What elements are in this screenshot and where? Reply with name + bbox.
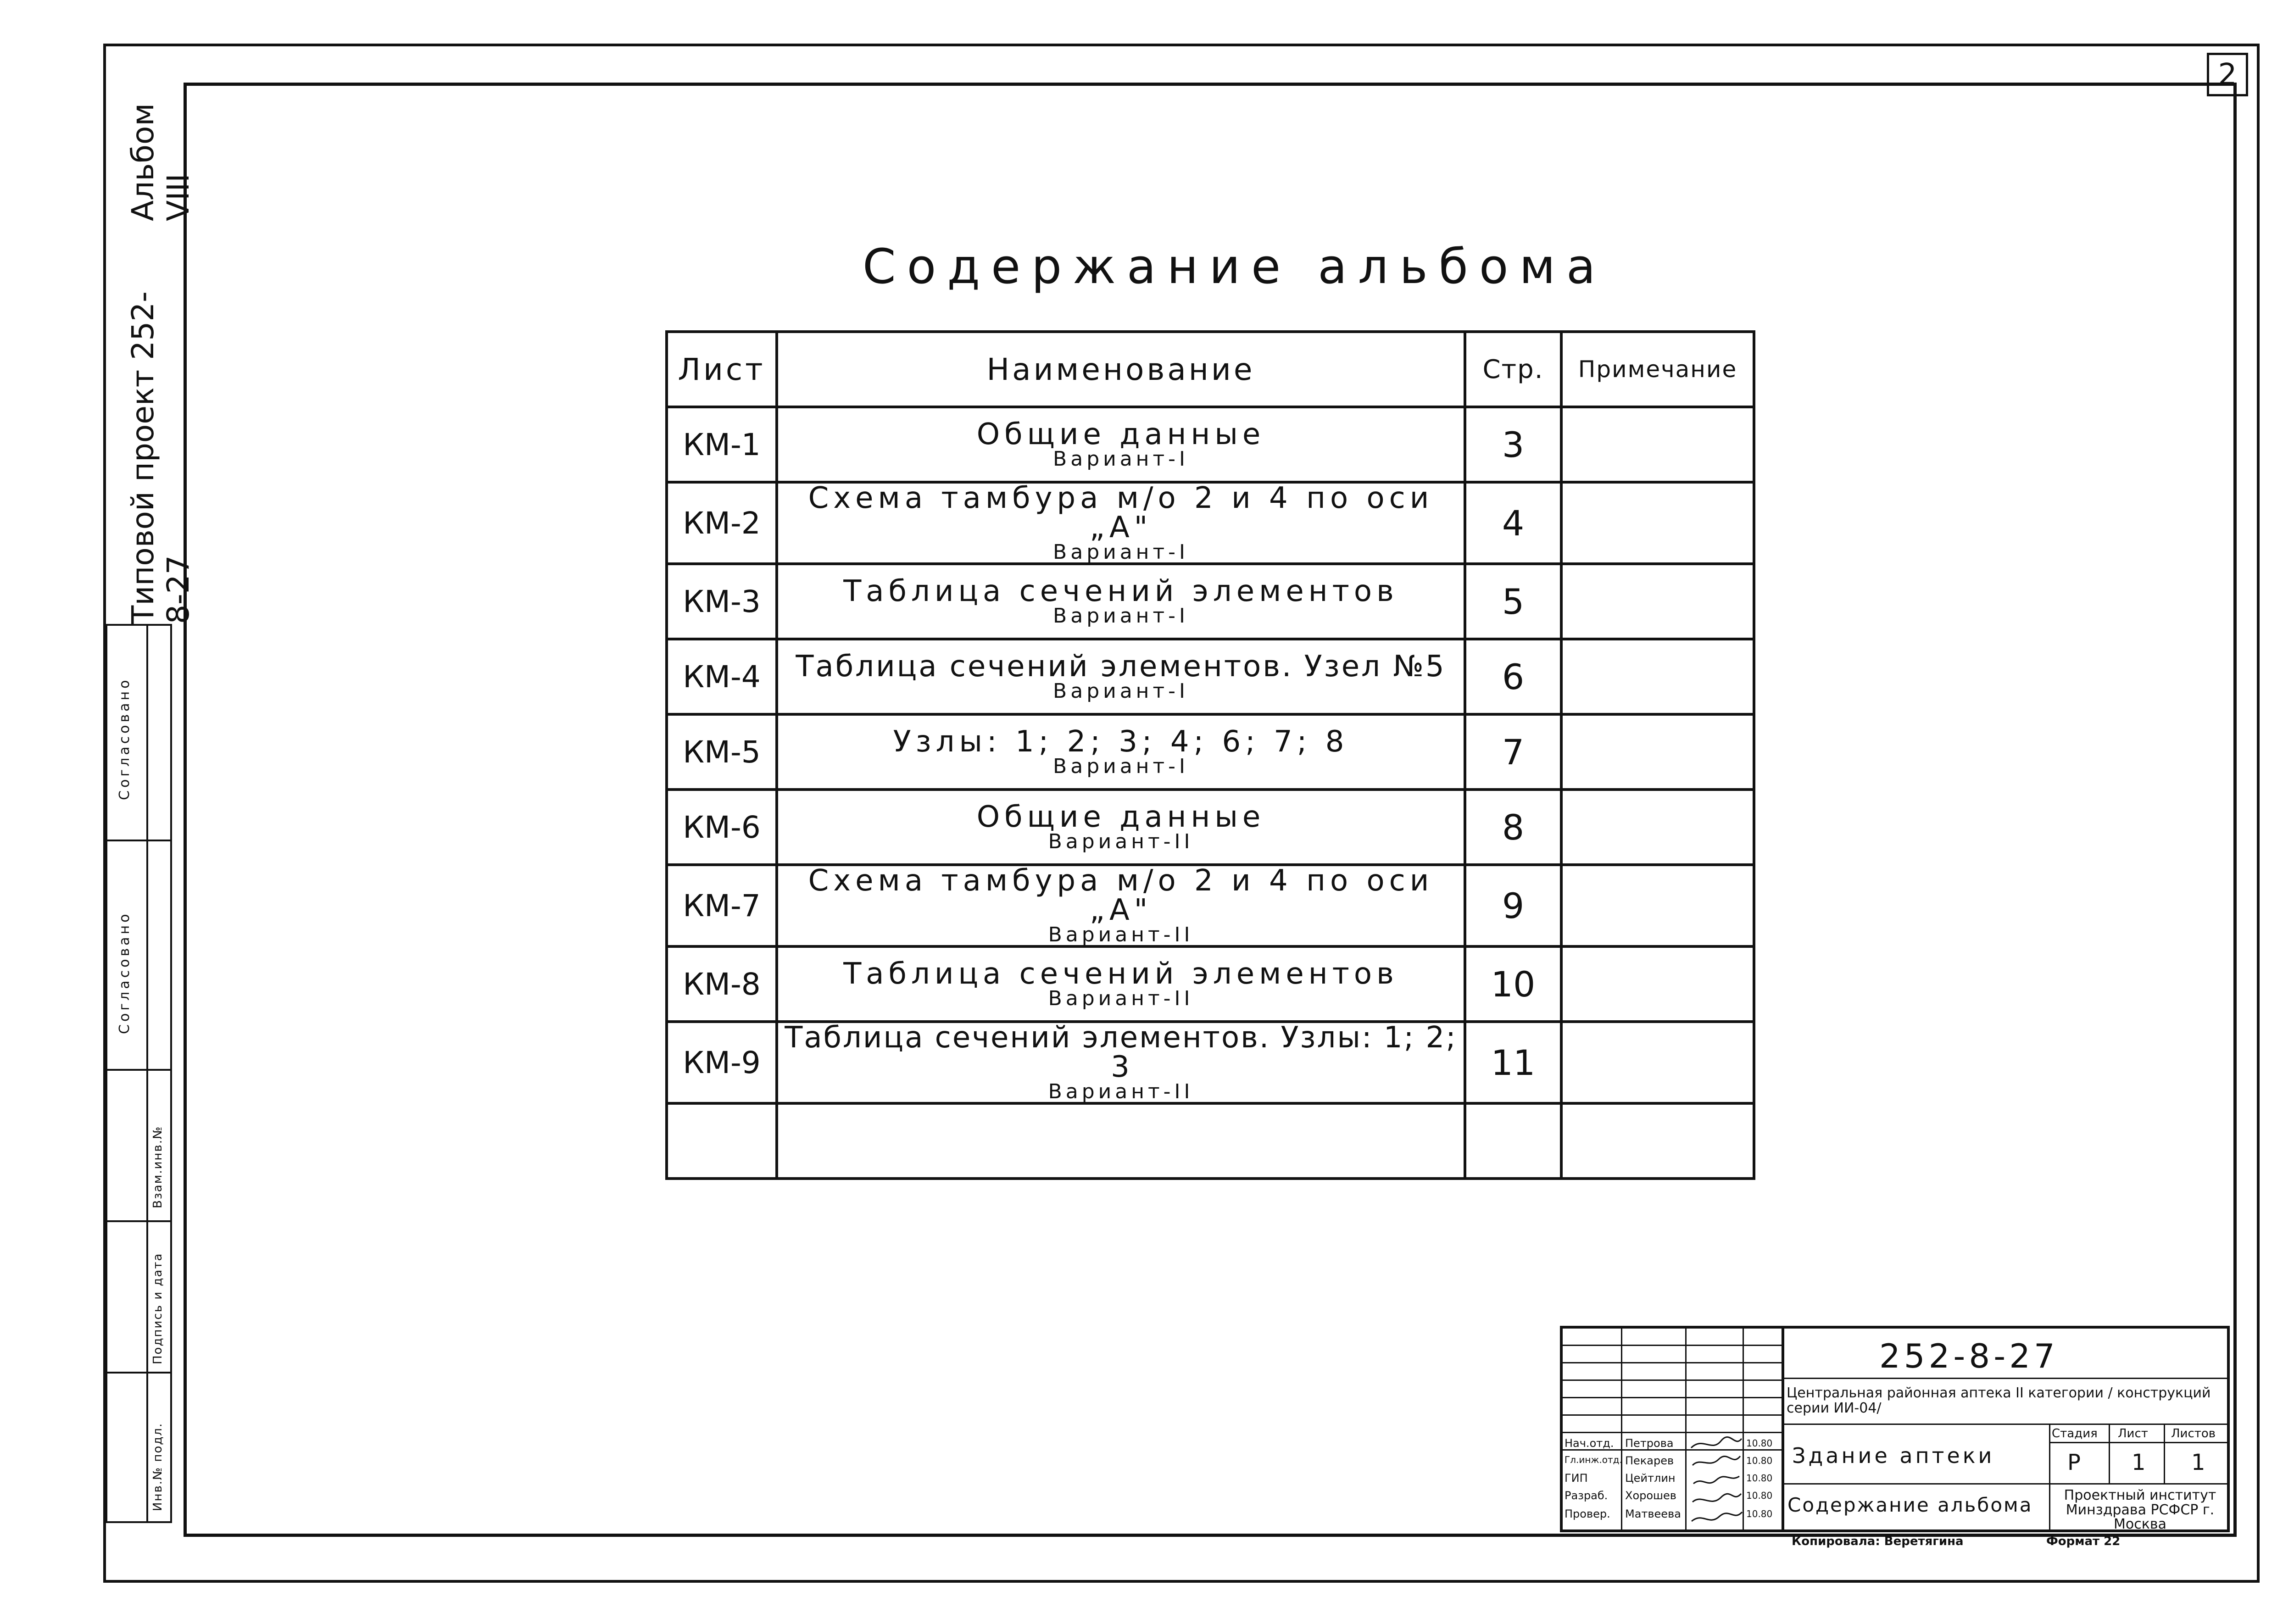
table-row — [667, 564, 1754, 639]
row-name: Общие данные — [976, 417, 1265, 451]
header-sheet: Лист — [667, 332, 777, 407]
strip-cell-signature — [107, 1222, 170, 1374]
row-name: Таблица сечений элементов. Узел №5 — [796, 650, 1446, 684]
row-name: Схема тамбура м/о 2 и 4 по оси „А" — [808, 864, 1434, 927]
stamp-sheet: 1 — [2132, 1450, 2146, 1475]
row-sheet: КМ-9 — [667, 1022, 777, 1103]
row-page: 9 — [1465, 865, 1561, 946]
row-variant: Вариант-I — [1053, 447, 1189, 471]
row-note — [1561, 790, 1754, 865]
strip-label: Инв.№ подл. — [151, 1422, 165, 1511]
row-name-cell — [777, 482, 1465, 564]
contents-table — [665, 330, 1755, 1180]
row-page: 6 — [1465, 639, 1561, 714]
row-note — [1561, 865, 1754, 946]
strip-label: Подпись и дата — [151, 1252, 165, 1364]
role-name: Пекарев — [1625, 1454, 1674, 1467]
role-name: Хорошев — [1625, 1489, 1676, 1502]
table-row — [667, 1022, 1754, 1103]
row-sheet: КМ-7 — [667, 865, 777, 946]
signatures — [1689, 1434, 1744, 1530]
strip-label: Согласовано — [117, 911, 133, 1034]
row-sheet: КМ-2 — [667, 482, 777, 564]
strip-cell-approved-1 — [107, 626, 170, 841]
row-note — [1561, 639, 1754, 714]
row-name: Узлы: 1; 2; 3; 4; 6; 7; 8 — [893, 725, 1349, 759]
sheet-number: 2 — [2207, 53, 2248, 96]
page-title: Содержание альбома — [863, 239, 1607, 295]
header-name: Наименование — [777, 332, 1465, 407]
strip-cell-approved-2 — [107, 841, 170, 1071]
row-sheet: КМ-8 — [667, 946, 777, 1022]
row-name-cell — [777, 714, 1465, 790]
row-variant: Вариант-II — [1048, 830, 1194, 853]
side-project: Типовой проект 252-8-27 — [125, 291, 196, 624]
row-variant: Вариант-I — [1053, 540, 1189, 564]
stamp-sheets-header: Листов — [2171, 1427, 2216, 1440]
role-label: Разраб. — [1565, 1489, 1608, 1502]
role-date: 10.80 — [1746, 1438, 1773, 1449]
row-page: 11 — [1465, 1022, 1561, 1103]
row-name: Схема тамбура м/о 2 и 4 по оси „А" — [808, 481, 1434, 545]
row-note — [1561, 714, 1754, 790]
stamp-project-name: Центральная районная аптека II категории / конструкций серии ИИ-04/ — [1787, 1385, 2211, 1416]
title-block — [1560, 1326, 2230, 1532]
row-note — [1561, 946, 1754, 1022]
strip-divider — [146, 626, 148, 1521]
row-page — [1465, 1103, 1561, 1179]
strip-label: Взам.инв.№ — [151, 1126, 165, 1208]
stamp-row — [1563, 1329, 1783, 1346]
role-name: Матвеева — [1625, 1507, 1681, 1520]
approval-strip — [106, 624, 172, 1523]
row-page: 3 — [1465, 407, 1561, 482]
side-album: Альбом VIII — [125, 103, 196, 221]
row-page: 5 — [1465, 564, 1561, 639]
stamp-stage-header: Стадия — [2052, 1427, 2098, 1440]
row-sheet: КМ-4 — [667, 639, 777, 714]
row-name: Таблица сечений элементов — [843, 574, 1398, 608]
table-row — [667, 714, 1754, 790]
stamp-divider — [2164, 1425, 2165, 1485]
row-sheet: КМ-1 — [667, 407, 777, 482]
table-row — [667, 865, 1754, 946]
strip-cell-inventory — [107, 1374, 170, 1521]
table-row — [667, 790, 1754, 865]
role-date: 10.80 — [1746, 1490, 1773, 1501]
role-label: Нач.отд. — [1565, 1437, 1614, 1450]
stamp-building: Здание аптеки — [1792, 1443, 1995, 1468]
role-name: Петрова — [1625, 1437, 1674, 1450]
row-sheet: КМ-5 — [667, 714, 777, 790]
row-page: 7 — [1465, 714, 1561, 790]
role-date: 10.80 — [1746, 1473, 1773, 1484]
row-variant: Вариант-II — [1048, 923, 1194, 946]
row-page: 8 — [1465, 790, 1561, 865]
stamp-row — [1563, 1416, 1783, 1433]
strip-label: Согласовано — [117, 677, 133, 800]
row-sheet: КМ-3 — [667, 564, 777, 639]
row-sheet — [667, 1103, 777, 1179]
row-note — [1561, 1103, 1754, 1179]
row-note — [1561, 407, 1754, 482]
role-date: 10.80 — [1746, 1455, 1773, 1466]
row-variant: Вариант-II — [1048, 1080, 1194, 1103]
role-label: ГИП — [1565, 1472, 1588, 1485]
role-label: Провер. — [1565, 1507, 1610, 1520]
table-row — [667, 482, 1754, 564]
stamp-divider — [2109, 1425, 2110, 1485]
row-variant: Вариант-II — [1048, 987, 1194, 1010]
row-note — [1561, 1022, 1754, 1103]
row-name-cell — [777, 639, 1465, 714]
row-name-cell — [777, 564, 1465, 639]
stamp-sheet-header: Лист — [2118, 1427, 2148, 1440]
row-note — [1561, 564, 1754, 639]
row-variant: Вариант-I — [1053, 679, 1189, 703]
row-variant: Вариант-I — [1053, 755, 1189, 778]
role-date: 10.80 — [1746, 1508, 1773, 1519]
header-note: Примечание — [1561, 332, 1754, 407]
header-row — [667, 332, 1754, 407]
table-row — [667, 639, 1754, 714]
side-title — [125, 73, 196, 624]
row-note — [1561, 482, 1754, 564]
stamp-row — [1563, 1398, 1783, 1416]
strip-cell-replacement — [107, 1071, 170, 1222]
row-name-cell — [777, 1022, 1465, 1103]
row-variant: Вариант-I — [1053, 604, 1189, 628]
stamp-row — [1563, 1381, 1783, 1398]
stamp-stage: Р — [2067, 1450, 2081, 1475]
stamp-row — [1563, 1346, 1783, 1363]
stamp-sheets: 1 — [2191, 1450, 2205, 1475]
stamp-format: Формат 22 — [2046, 1535, 2121, 1548]
row-page: 10 — [1465, 946, 1561, 1022]
row-name-cell — [777, 946, 1465, 1022]
row-name: Общие данные — [976, 800, 1265, 834]
role-name: Цейтлин — [1625, 1472, 1676, 1485]
stamp-drawing: Содержание альбома — [1787, 1494, 2033, 1516]
row-name-cell — [777, 790, 1465, 865]
stamp-code: 252-8-27 — [1879, 1337, 2059, 1375]
header-page: Стр. — [1465, 332, 1561, 407]
row-page: 4 — [1465, 482, 1561, 564]
row-name-cell — [777, 407, 1465, 482]
table-row-empty — [667, 1103, 1754, 1179]
row-sheet: КМ-6 — [667, 790, 777, 865]
row-name — [777, 1103, 1465, 1179]
stamp-control: Копировала: Веретягина — [1792, 1535, 1964, 1548]
table-row — [667, 946, 1754, 1022]
row-name: Таблица сечений элементов. Узлы: 1; 2; 3 — [785, 1021, 1457, 1084]
row-name-cell — [777, 865, 1465, 946]
stamp-row — [1563, 1363, 1783, 1381]
stamp-institute: Проектный институт Минздрава РСФСР г. Москва — [2064, 1487, 2216, 1532]
table-row — [667, 407, 1754, 482]
row-name: Таблица сечений элементов — [843, 957, 1398, 991]
role-label: Гл.инж.отд. — [1565, 1454, 1622, 1465]
